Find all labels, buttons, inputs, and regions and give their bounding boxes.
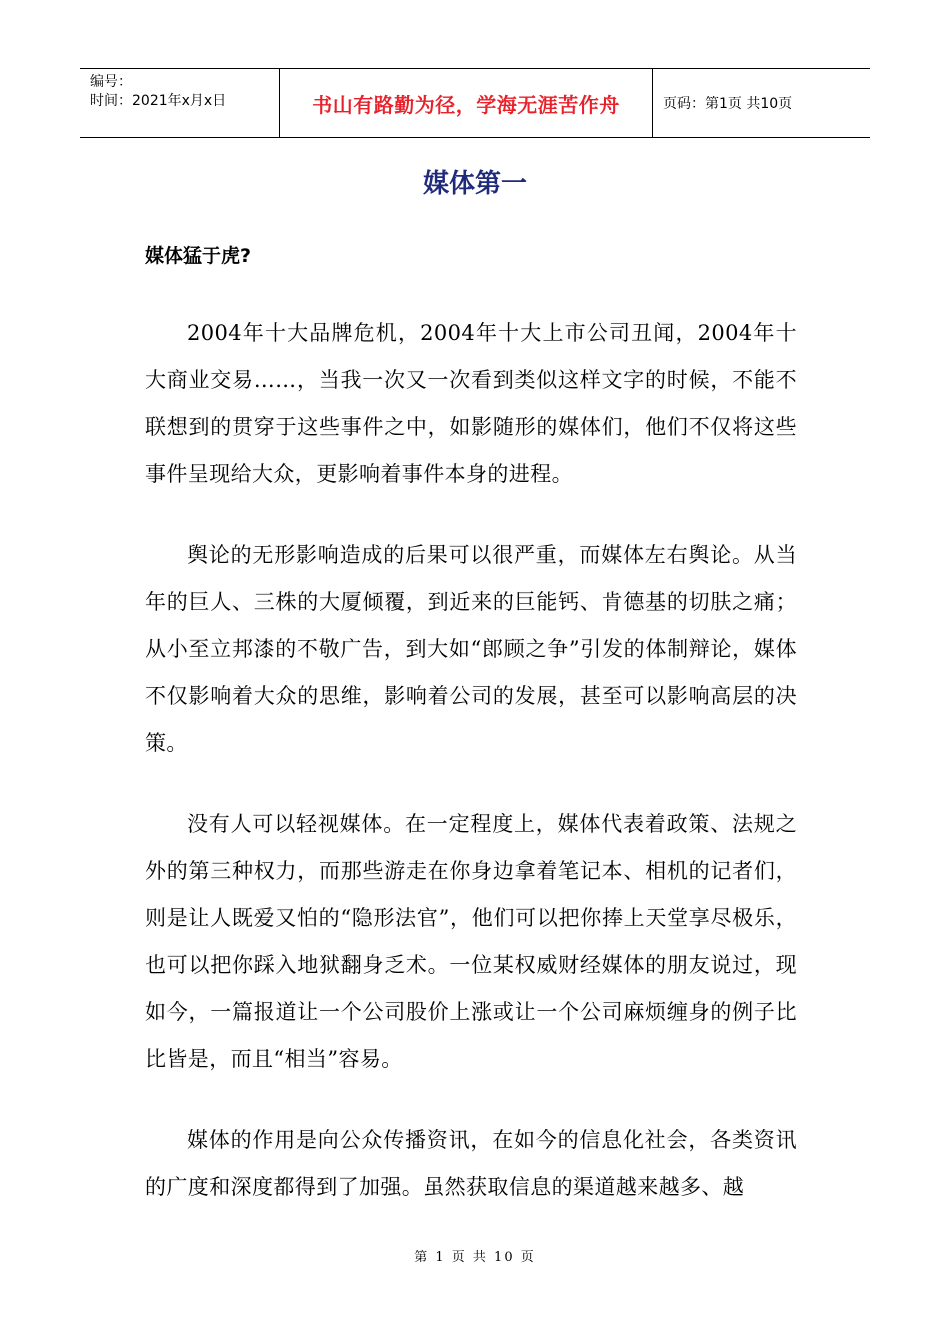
document-subtitle: 媒体猛于虎? — [145, 245, 252, 267]
body-paragraph: 舆论的无形影响造成的后果可以很严重，而媒体左右舆论。从当年的巨人、三株的大厦倾覆，到近来的巨能钙、肯德基的切肤之痛；从小至立邦漆的不敬广告，到大如“郎顾之争”引发的体制辩论，媒体不仅影响着大众的思维，影响着公司的发展，甚至可以影响高层的决策。 — [145, 543, 797, 755]
page-footer: 第 1 页 共 10 页 — [414, 1250, 536, 1265]
document-body — [145, 310, 797, 1245]
document-header-table — [80, 68, 870, 138]
header-motto: 书山有路勤为径，学海无涯苦作舟 — [280, 69, 653, 137]
header-page-info: 页码：第1页 共10页 — [663, 96, 793, 112]
body-paragraph: 媒体的作用是向公众传播资讯，在如今的信息化社会，各类资讯的广度和深度都得到了加强。虽然获取信息的渠道越来越多、越 — [145, 1128, 797, 1199]
header-time-label: 时间：2021年x月x日 — [90, 93, 227, 109]
body-paragraph: 2004年十大品牌危机，2004年十大上市公司丑闻，2004年十大商业交易……，当我一次又一次看到类似这样文字的时候，不能不联想到的贯穿于这些事件之中，如影随形的媒体们，他们不仅将这些事件呈现给大众，更影响着事件本身的进程。 — [145, 321, 797, 486]
body-paragraph: 没有人可以轻视媒体。在一定程度上，媒体代表着政策、法规之外的第三种权力，而那些游走在你身边拿着笔记本、相机的记者们，则是让人既爱又怕的“隐形法官”，他们可以把你捧上天堂享尽极乐，也可以把你踩入地狱翻身乏术。一位某权威财经媒体的朋友说过，现如今，一篇报道让一个公司股价上涨或让一个公司麻烦缠身的例子比比皆是，而且“相当”容易。 — [145, 812, 797, 1071]
document-title: 媒体第一 — [422, 169, 527, 199]
header-meta-cell — [80, 69, 280, 137]
header-number-label: 编号： — [90, 74, 132, 90]
